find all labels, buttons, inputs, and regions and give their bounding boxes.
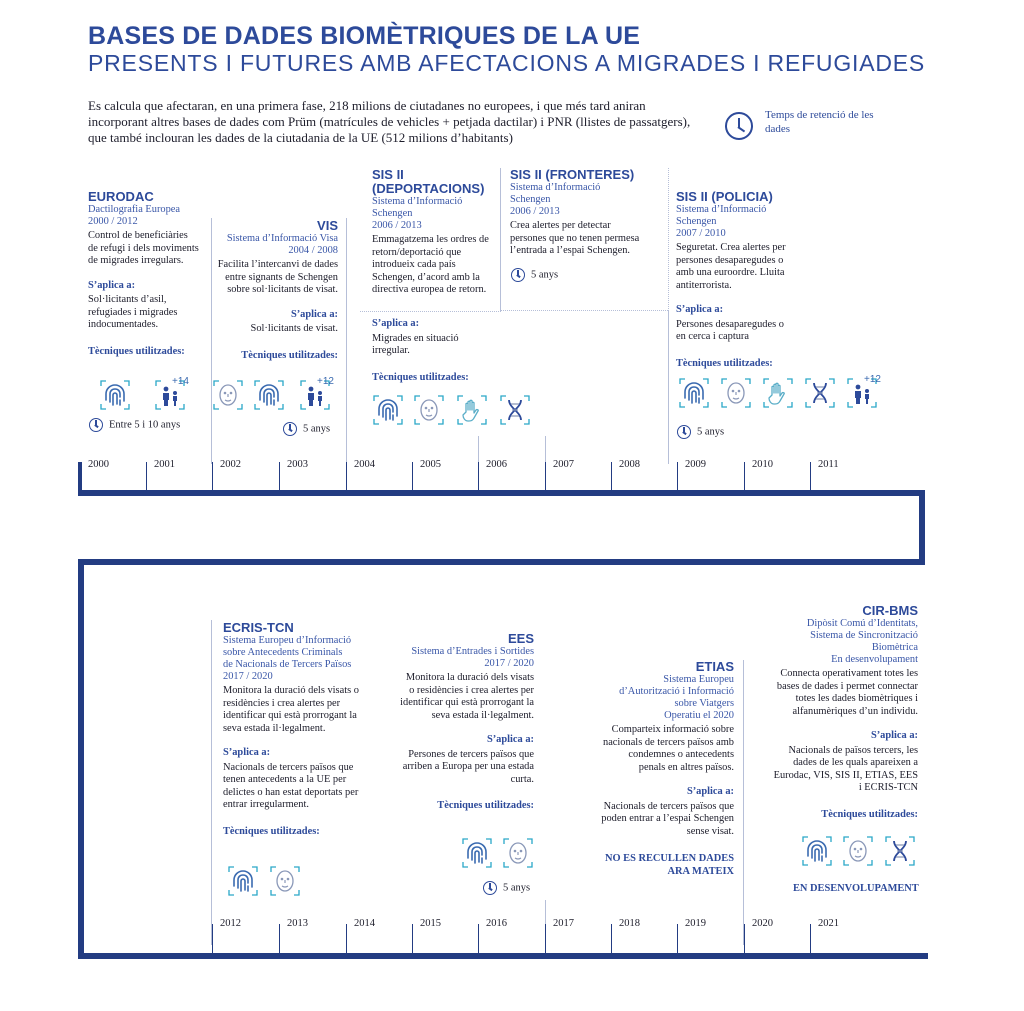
bottom-year-2012: 2012 [220,918,241,929]
top-tick-2005 [412,462,413,492]
page-title: BASES DE DADES BIOMÈTRIQUES DE LA UE [88,22,641,50]
face-icon [843,836,873,866]
bottom-tick-2016 [478,924,479,954]
top-year-2006: 2006 [486,459,507,470]
etias-card [600,660,734,878]
clock-icon [511,268,525,282]
vis-applies: Sol·licitants de visat. [250,323,338,334]
top-tick-2009 [677,462,678,492]
vis-tech-label: Tècniques utilitzades: [241,349,338,361]
bottom-tick-2014 [346,924,347,954]
cir-applies: Nacionals de països tercers, les dades de les quals apareixen a Eurodac, VIS, SIS II, ETIAS, EES i ECRIS-TCN [773,744,918,793]
guide-line [346,218,347,464]
legend-text: Temps de retenció de les dades [765,109,874,135]
age-badge: +12 [864,374,881,385]
top-tick-2004 [346,462,347,492]
etias-desc: Comparteix informació sobre nacionals de tercers països amb condemnes o antecedents penals en altres països. [603,724,734,773]
vis-sub-2: 2004 / 2008 [288,245,338,256]
ecris-sub-1: Sistema Europeu d’Informació [223,635,352,646]
ecris-sub-3: de Nacionals de Tercers Països [223,659,352,670]
top-year-2001: 2001 [154,459,175,470]
cir-applies-label: S’aplica a: [870,730,918,741]
sis-pol-sub-3: 2007 / 2010 [676,228,726,239]
sis-front-retention: 5 anys [511,268,558,282]
fingerprint-icon [373,395,403,425]
sis-dep-desc: Emmagatzema les ordres de retorn/deportació que introdueix cada país Schengen, d’acord amb la directiva europea de retorn. [372,234,489,295]
sis-dep-applies-label: S’aplica a: [372,318,420,329]
face-icon [414,395,444,425]
guide-line [211,620,212,945]
ees-card [400,632,534,813]
face-icon [270,866,300,896]
fingerprint-icon [254,380,284,410]
top-year-2009: 2009 [685,459,706,470]
timeline-bar-top-cap [78,462,82,496]
ees-applies-label: S’aplica a: [486,734,534,745]
top-year-2008: 2008 [619,459,640,470]
vis-card [216,219,338,362]
sis-dep-sub-1: Sistema d’Informació [372,196,463,207]
bottom-year-2017: 2017 [553,918,574,929]
clock-icon [483,881,497,895]
bottom-year-2015: 2015 [420,918,441,929]
eurodac-title: EURODAC [88,189,154,204]
top-year-2003: 2003 [287,459,308,470]
bottom-year-2013: 2013 [287,918,308,929]
sis-pol-sub-1: Sistema d’Informació [676,204,767,215]
intro-text: Es calcula que afectaran, en una primera fase, 218 milions de ciutadanes no europees, i que més tard aniran incorporant altres bases de dades com Prüm (matrícules de vehicles + petjada dactilar) i PNR (llistes de passatgers), que també inclouran les dades de la ciutadania de la UE (512 milions d’habitants) [88,98,691,145]
ees-desc: Monitora la duració dels visats o residències i crea alertes per identificar qui està prorrogant la seva estada il·legalment. [400,672,534,721]
bottom-year-2014: 2014 [354,918,375,929]
top-tick-2010 [744,462,745,492]
top-tick-2008 [611,462,612,492]
sis-pol-sub-2: Schengen [676,216,717,227]
etias-sub-4: Operatiu el 2020 [664,710,734,721]
ecris-applies: Nacionals de tercers països que tenen antecedents a la UE per delictes o han estat deportats per entrar irregularment. [223,761,359,810]
page-subtitle: PRESENTS I FUTURES AMB AFECTACIONS A MIGRADES I REFUGIADES [88,50,926,76]
age-badge: +12 [317,376,334,387]
timeline-bar-bottom [78,953,928,959]
sis-dep-tech-label: Tècniques utilitzades: [372,371,469,383]
clock-icon [283,422,297,436]
etias-title: ETIAS [695,659,734,674]
sis-pol-tech-label: Tècniques utilitzades: [676,357,773,369]
dna-icon [500,395,530,425]
bottom-year-2016: 2016 [486,918,507,929]
timeline-bar-top [78,490,925,496]
clock-icon [89,418,103,432]
top-tick-2007 [545,462,546,492]
hand-icon [457,395,487,425]
fingerprint-icon [228,866,258,896]
sis-pol-desc: Seguretat. Crea alertes per persones desaparegudes o amb una euroordre. Lluita antiterrorista. [676,242,786,291]
cir-title: CIR-BMS [862,603,918,618]
sis-pol-card [676,190,796,370]
top-year-2011: 2011 [818,459,839,470]
ecris-tech-label: Tècniques utilitzades: [223,825,320,837]
guide-line [478,436,479,464]
sis-front-sub-1: Sistema d’Informació [510,182,601,193]
bottom-tick-2019 [677,924,678,954]
top-tick-2003 [279,462,280,492]
bottom-tick-2018 [611,924,612,954]
sis-pol-applies: Persones desaparegudes o en cerca i captura [676,318,784,342]
sis-front-card [510,168,645,258]
sis-pol-applies-label: S’aplica a: [676,304,724,315]
fingerprint-icon [100,380,130,410]
cir-sub-4: En desenvolupament [831,654,918,665]
top-year-2010: 2010 [752,459,773,470]
bottom-tick-2021 [810,924,811,954]
sis-front-title: SIS II (FRONTERES) [510,167,635,182]
etias-note: NO ES RECULLEN DADES ARA MATEIX [604,853,734,877]
cir-card [770,604,918,821]
top-tick-2006 [478,462,479,492]
cir-tech-label: Tècniques utilitzades: [821,808,918,820]
eurodac-retention: Entre 5 i 10 anys [89,418,180,432]
sis-dep-card-2 [372,318,496,384]
sis-pol-guide [668,168,669,311]
clock-icon [677,425,691,439]
cir-desc: Connecta operativament totes les bases de dades i permet connectar totes les dades biomètriques i alfanumèriques d’un individu. [776,668,918,717]
face-icon [721,378,751,408]
ees-tech-label: Tècniques utilitzades: [437,800,534,811]
top-year-2007: 2007 [553,459,574,470]
bottom-tick-2020 [744,924,745,954]
eurodac-applies: Sol·licitants d’asil, refugiades i migrades indocumentades. [88,294,178,330]
etias-applies-label: S’aplica a: [686,786,734,797]
sis-dep-applies: Migrades en situació irregular. [372,332,459,356]
ees-applies: Persones de tercers països que arriben a Europa per una estada curta. [402,748,534,785]
bottom-tick-2012 [212,924,213,954]
bottom-tick-2017 [545,924,546,954]
ecris-card [223,621,368,838]
hand-icon [763,378,793,408]
sis-dep-title: SIS II (DEPORTACIONS) [372,167,485,196]
top-year-2004: 2004 [354,459,375,470]
sis-front-floor [500,310,668,311]
eurodac-applies-label: S’aplica a: [88,279,136,291]
fingerprint-icon [802,836,832,866]
guide-line [211,218,212,464]
ecris-sub-4: 2017 / 2020 [223,671,273,682]
ees-title: EES [507,631,534,646]
ecris-sub-2: sobre Antecedents Criminals [223,647,343,658]
cir-note: EN DESENVOLUPAMENT [793,883,919,894]
dna-icon [805,378,835,408]
vis-title: VIS [317,218,338,233]
vis-applies-label: S’aplica a: [290,308,338,320]
eurodac-card [88,190,200,358]
ees-sub-2: 2017 / 2020 [484,658,534,669]
sis-pol-retention: 5 anys [677,425,724,439]
top-tick-2011 [810,462,811,492]
face-icon [503,838,533,868]
eurodac-sub-1: Dactilografia Europea [88,204,181,215]
vis-desc: Facilita l’intercanvi de dades entre signants de Schengen sobre sol·licitants de visat. [217,259,338,295]
sis-front-sub-2: Schengen [510,194,551,205]
bottom-tick-2015 [412,924,413,954]
etias-applies: Nacionals de tercers països que poden entrar a l’espai Schengen sense visat. [601,800,734,837]
top-tick-2002 [212,462,213,492]
bottom-year-2019: 2019 [685,918,706,929]
cir-sub-3: Biomètrica [871,642,918,653]
eurodac-tech-label: Tècniques utilitzades: [88,345,185,357]
eurodac-sub-2: 2000 / 2012 [88,216,138,227]
etias-sub-3: sobre Viatgers [674,698,734,709]
timeline-connector [919,490,925,565]
top-year-2000: 2000 [88,459,109,470]
dna-icon [885,836,915,866]
etias-sub-2: d’Autorització i Informació [619,686,734,697]
ecris-applies-label: S’aplica a: [223,747,271,758]
vis-sub-1: Sistema d’Informació Visa [226,233,338,244]
top-year-2005: 2005 [420,459,441,470]
guide-line [545,436,546,464]
sis-front-sub-3: 2006 / 2013 [510,206,560,217]
sis-pol-title: SIS II (POLICIA) [676,189,773,204]
guide-line [668,311,669,464]
top-year-2002: 2002 [220,459,241,470]
etias-sub-1: Sistema Europeu [663,674,734,685]
top-tick-2001 [146,462,147,492]
ecris-desc: Monitora la duració dels visats o residències i crea alertes per identificar qui està prorrogant la seva estada il·legalment. [223,685,359,734]
cir-sub-2: Sistema de Sincronització [810,630,918,641]
timeline-bar-left [78,559,84,959]
age-badge: +14 [172,376,189,387]
ecris-title: ECRIS-TCN [223,620,294,635]
face-icon [213,380,243,410]
fingerprint-icon [462,838,492,868]
sis-dep-sub-3: 2006 / 2013 [372,220,422,231]
guide-line [743,660,744,945]
sis-front-desc: Crea alertes per detectar persones que no tenen permesa l’entrada a l’espai Schengen. [510,220,640,256]
cir-sub-1: Dipòsit Comú d’Identitats, [806,618,918,629]
legend-clock-icon [725,112,753,140]
eurodac-desc: Control de beneficiàries de refugi i dels moviments de migrades irregulars. [88,230,199,266]
bottom-tick-2013 [279,924,280,954]
timeline-bar-connector [78,559,925,565]
bottom-year-2018: 2018 [619,918,640,929]
ees-sub-1: Sistema d’Entrades i Sortides [411,646,534,657]
bottom-year-2021: 2021 [818,918,839,929]
fingerprint-icon [679,378,709,408]
sis-dep-sub-2: Schengen [372,208,413,219]
vis-retention: 5 anys [283,422,330,436]
ees-retention: 5 anys [483,881,530,895]
sis-dep-card [372,168,496,297]
bottom-year-2020: 2020 [752,918,773,929]
